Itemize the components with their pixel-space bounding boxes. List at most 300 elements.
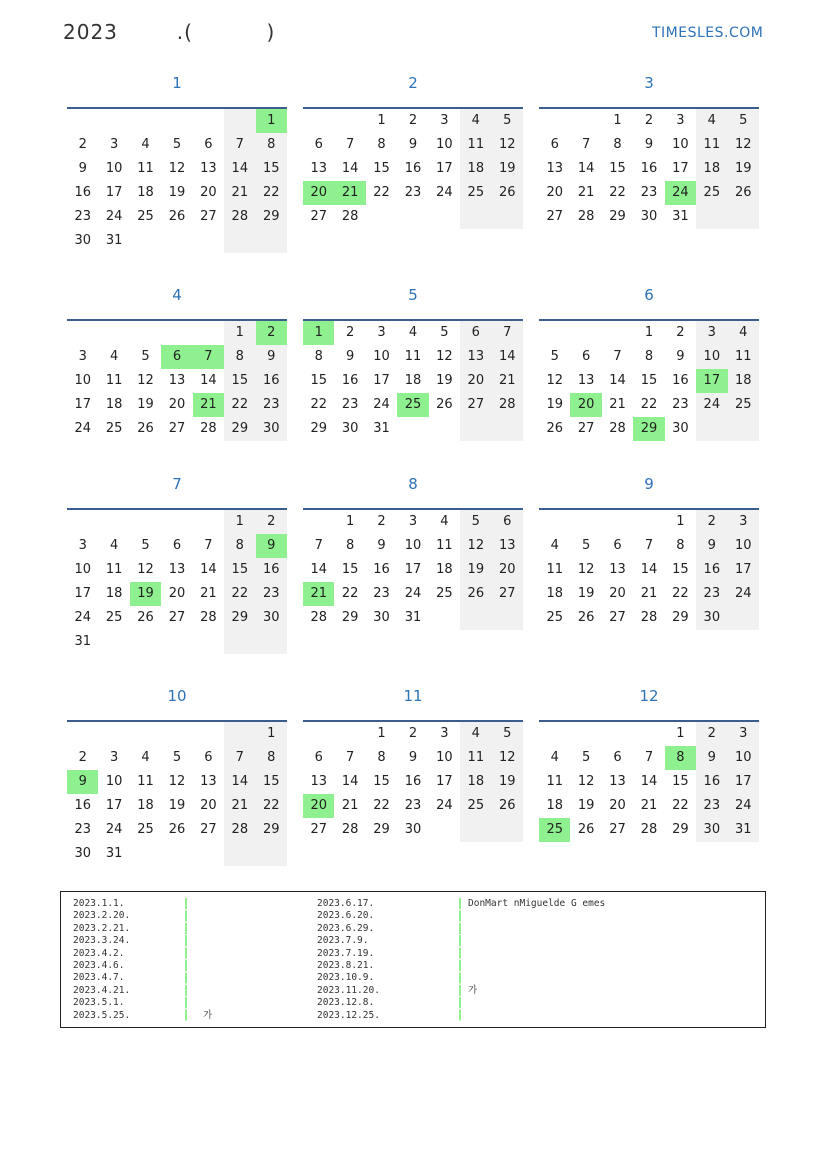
day-cell: 20 (168, 586, 186, 601)
holiday-row (468, 960, 605, 972)
day-cell: 30 (74, 846, 91, 861)
day-cell-holiday: 8 (665, 746, 696, 770)
day-cell: 30 (256, 417, 287, 441)
empty-cell (256, 842, 287, 866)
day-cell: 16 (74, 798, 91, 813)
month-name: 11 (403, 687, 423, 705)
holiday-row (203, 960, 212, 972)
empty-cell (161, 321, 192, 345)
day-cell: 28 (640, 610, 658, 625)
day-cell: 1 (644, 325, 654, 340)
day-cell: 28 (200, 421, 217, 436)
day-cell: 4 (550, 750, 559, 765)
day-cell: 2 (78, 750, 87, 765)
day-cell: 7 (224, 133, 255, 157)
day-cell-holiday: 25 (539, 818, 570, 842)
holiday-row (203, 997, 212, 1009)
day-cell: 21 (640, 798, 658, 813)
day-cell: 6 (204, 750, 213, 765)
day-cell: 26 (460, 582, 491, 606)
day-cell: 5 (141, 538, 150, 553)
day-cell: 12 (137, 562, 154, 577)
day-cell: 9 (696, 746, 727, 770)
month-name: 8 (408, 475, 418, 493)
empty-cell (602, 321, 633, 345)
day-cell: 12 (137, 373, 154, 388)
empty-cell (303, 109, 334, 133)
day-cell: 30 (696, 606, 727, 630)
day-cell: 18 (546, 586, 563, 601)
day-cell: 16 (404, 161, 422, 176)
day-cell: 16 (341, 373, 359, 388)
holiday-row: 2023.6.29. (317, 922, 375, 934)
day-cell: 3 (440, 113, 449, 128)
day-cell: 28 (609, 421, 626, 436)
empty-cell (539, 321, 570, 345)
day-cell: 28 (200, 610, 217, 625)
day-cell: 6 (492, 510, 523, 534)
holiday-row: 2023.2.21. (73, 922, 131, 934)
day-cell: 8 (256, 133, 287, 157)
holiday-row: 2023.2.20. (73, 910, 131, 922)
day-cell: 15 (373, 774, 390, 789)
day-cell: 18 (546, 798, 563, 813)
empty-cell (492, 606, 523, 630)
empty-cell (130, 510, 161, 534)
day-cell: 23 (404, 185, 422, 200)
day-cell: 29 (256, 818, 287, 842)
month-grid (67, 508, 287, 654)
holiday-row: 2023.11.20. (317, 984, 380, 996)
day-cell: 13 (460, 345, 491, 369)
day-cell: 7 (345, 137, 355, 152)
day-cell: 23 (74, 822, 91, 837)
day-cell: 29 (373, 822, 390, 837)
day-cell: 2 (345, 325, 355, 340)
holiday-row (203, 898, 212, 910)
day-cell: 26 (436, 397, 453, 412)
day-cell: 22 (373, 185, 390, 200)
day-cell: 6 (550, 137, 559, 152)
day-cell: 12 (460, 534, 491, 558)
day-cell: 7 (204, 538, 213, 553)
day-cell: 11 (728, 345, 759, 369)
day-cell: 27 (460, 393, 491, 417)
empty-cell (98, 321, 129, 345)
empty-cell (460, 417, 491, 441)
day-cell: 9 (676, 349, 685, 364)
day-cell: 15 (224, 558, 255, 582)
day-cell: 2 (696, 510, 727, 534)
day-cell: 3 (728, 510, 759, 534)
day-cell: 14 (577, 161, 595, 176)
day-cell: 2 (408, 113, 418, 128)
month-grid (539, 319, 759, 441)
holiday-row: 2023.7.19. (317, 947, 375, 959)
empty-cell (224, 722, 255, 746)
day-cell: 10 (436, 750, 453, 765)
month-grid (67, 319, 287, 441)
day-cell: 14 (609, 373, 626, 388)
empty-cell (98, 630, 129, 654)
holiday-dates-right (317, 898, 380, 1022)
day-cell: 12 (577, 774, 595, 789)
day-cell: 26 (492, 181, 523, 205)
day-cell: 17 (105, 798, 123, 813)
day-cell: 29 (256, 205, 287, 229)
day-cell: 23 (672, 397, 689, 412)
day-cell: 21 (577, 185, 595, 200)
month-grid (303, 107, 523, 229)
day-cell: 20 (460, 369, 491, 393)
day-cell: 9 (345, 349, 355, 364)
day-cell: 13 (310, 161, 327, 176)
empty-cell (570, 510, 601, 534)
day-cell: 14 (640, 562, 658, 577)
empty-cell (193, 722, 224, 746)
holiday-row: 2023.4.2. (73, 947, 125, 959)
day-cell: 9 (377, 538, 386, 553)
month-grid (67, 720, 287, 866)
day-cell: 7 (581, 137, 591, 152)
day-cell: 13 (200, 774, 217, 789)
day-cell: 4 (460, 722, 491, 746)
day-cell: 15 (256, 770, 287, 794)
empty-cell (130, 229, 161, 253)
empty-cell (397, 417, 428, 441)
month-name: 7 (172, 475, 182, 493)
day-cell: 8 (256, 746, 287, 770)
day-cell: 4 (109, 349, 119, 364)
empty-cell (224, 630, 255, 654)
day-cell: 4 (550, 538, 559, 553)
day-cell: 12 (168, 161, 186, 176)
day-cell: 15 (224, 369, 255, 393)
day-cell: 27 (200, 822, 217, 837)
day-cell-holiday: 1 (256, 109, 287, 133)
holiday-row: 2023.5.25. (73, 1009, 131, 1021)
empty-cell (303, 510, 334, 534)
day-cell-holiday: 20 (303, 181, 334, 205)
day-cell: 24 (74, 421, 91, 436)
day-cell: 9 (256, 345, 287, 369)
empty-cell (161, 722, 192, 746)
day-cell: 23 (341, 397, 359, 412)
month-grid (539, 720, 759, 842)
empty-cell (539, 109, 570, 133)
day-cell: 7 (492, 321, 523, 345)
site-link[interactable]: TIMESLES.COM (652, 25, 764, 41)
day-cell: 12 (168, 774, 186, 789)
day-cell: 13 (577, 373, 595, 388)
day-cell: 27 (200, 209, 217, 224)
holiday-row: 2023.3.24. (73, 935, 131, 947)
day-cell-holiday: 21 (303, 582, 334, 606)
holiday-row (203, 910, 212, 922)
day-cell: 22 (341, 586, 359, 601)
holiday-row (468, 972, 605, 984)
empty-cell (256, 630, 287, 654)
day-cell: 3 (696, 321, 727, 345)
day-cell: 18 (696, 157, 727, 181)
day-cell: 6 (581, 349, 591, 364)
day-cell: 3 (377, 325, 386, 340)
day-cell: 27 (609, 822, 626, 837)
holiday-row (468, 910, 605, 922)
day-cell: 9 (78, 161, 87, 176)
day-cell: 18 (105, 397, 123, 412)
day-cell: 15 (672, 774, 689, 789)
day-cell: 11 (460, 133, 491, 157)
day-cell: 19 (137, 397, 154, 412)
empty-cell (570, 321, 601, 345)
empty-cell (67, 510, 98, 534)
day-cell: 30 (373, 610, 390, 625)
empty-cell (161, 842, 192, 866)
day-cell: 13 (609, 774, 626, 789)
day-cell: 13 (168, 562, 186, 577)
day-cell: 31 (74, 634, 91, 649)
day-cell: 20 (609, 798, 626, 813)
day-cell: 13 (609, 562, 626, 577)
holiday-row: 2023.4.6. (73, 959, 125, 971)
day-cell: 10 (696, 345, 727, 369)
day-cell: 1 (676, 514, 685, 529)
month-name: 12 (639, 687, 659, 705)
holiday-row: 2023.1.1. (73, 898, 125, 909)
day-cell: 23 (696, 582, 727, 606)
day-cell: 16 (404, 774, 422, 789)
day-cell: 16 (696, 558, 727, 582)
empty-cell (193, 630, 224, 654)
holiday-row (468, 948, 605, 960)
day-cell: 3 (440, 726, 449, 741)
day-cell: 27 (609, 610, 626, 625)
day-cell: 10 (672, 137, 689, 152)
day-cell: 13 (492, 534, 523, 558)
empty-cell (633, 510, 664, 534)
empty-cell (98, 510, 129, 534)
day-cell: 16 (696, 770, 727, 794)
day-cell: 17 (105, 185, 123, 200)
day-cell: 8 (676, 538, 685, 553)
empty-cell (539, 722, 570, 746)
holiday-divider-right (459, 898, 461, 1022)
day-cell: 20 (609, 586, 626, 601)
day-cell: 19 (436, 373, 453, 388)
empty-cell (161, 630, 192, 654)
day-cell: 4 (109, 538, 119, 553)
day-cell: 15 (373, 161, 390, 176)
holiday-row: 2023.6.17. (317, 898, 375, 909)
day-cell: 31 (672, 209, 689, 224)
day-cell: 17 (672, 161, 689, 176)
empty-cell (696, 205, 727, 229)
day-cell: 3 (676, 113, 685, 128)
day-cell: 1 (613, 113, 622, 128)
holiday-row (468, 923, 605, 935)
day-cell: 20 (168, 397, 186, 412)
day-cell: 25 (137, 209, 154, 224)
day-cell: 20 (200, 798, 217, 813)
day-cell: 29 (341, 610, 359, 625)
day-cell: 8 (224, 534, 255, 558)
month-grid (303, 508, 523, 630)
day-cell-holiday: 9 (256, 534, 287, 558)
day-cell: 10 (728, 746, 759, 770)
day-cell: 25 (137, 822, 154, 837)
holiday-row: 2023.8.21. (317, 959, 375, 971)
empty-cell (193, 229, 224, 253)
empty-cell (130, 842, 161, 866)
empty-cell (429, 606, 460, 630)
day-cell: 27 (168, 610, 186, 625)
empty-cell (98, 722, 129, 746)
holiday-row: 가 (468, 984, 478, 996)
empty-cell (492, 818, 523, 842)
day-cell: 16 (373, 562, 390, 577)
day-cell: 8 (345, 538, 355, 553)
empty-cell (130, 321, 161, 345)
day-cell: 6 (460, 321, 491, 345)
day-cell: 19 (492, 770, 523, 794)
day-cell: 22 (224, 393, 255, 417)
day-cell: 29 (672, 822, 689, 837)
day-cell: 5 (172, 750, 182, 765)
day-cell: 11 (436, 538, 453, 553)
day-cell: 14 (224, 157, 255, 181)
month-name: 3 (644, 74, 654, 92)
holiday-row (203, 935, 212, 947)
day-cell: 8 (314, 349, 323, 364)
empty-cell (161, 229, 192, 253)
day-cell: 22 (373, 798, 390, 813)
day-cell: 19 (728, 157, 759, 181)
day-cell: 28 (341, 209, 359, 224)
holiday-row: 2023.5.1. (73, 997, 125, 1009)
day-cell: 16 (256, 369, 287, 393)
month-grid (303, 319, 523, 441)
day-cell-holiday: 1 (303, 321, 334, 345)
day-cell: 15 (609, 161, 626, 176)
day-cell-holiday: 20 (570, 393, 601, 417)
day-cell-holiday: 29 (633, 417, 664, 441)
day-cell: 14 (200, 373, 217, 388)
empty-cell (492, 205, 523, 229)
day-cell: 22 (256, 794, 287, 818)
day-cell: 6 (613, 538, 622, 553)
empty-cell (570, 109, 601, 133)
day-cell: 28 (224, 205, 255, 229)
day-cell: 30 (640, 209, 658, 224)
day-cell: 26 (137, 610, 154, 625)
day-cell: 11 (404, 349, 422, 364)
day-cell: 21 (224, 181, 255, 205)
day-cell: 25 (728, 393, 759, 417)
day-cell: 29 (609, 209, 626, 224)
day-cell: 18 (728, 369, 759, 393)
day-cell: 24 (105, 822, 123, 837)
empty-cell (161, 510, 192, 534)
day-cell: 11 (137, 774, 154, 789)
day-cell: 17 (728, 558, 759, 582)
day-cell: 21 (341, 798, 359, 813)
day-cell: 25 (460, 181, 491, 205)
empty-cell (492, 417, 523, 441)
empty-cell (67, 109, 98, 133)
day-cell: 5 (172, 137, 182, 152)
day-cell: 28 (224, 818, 255, 842)
empty-cell (130, 630, 161, 654)
holiday-names-left (203, 898, 212, 1022)
day-cell: 23 (696, 794, 727, 818)
day-cell: 1 (224, 321, 255, 345)
day-cell: 23 (373, 586, 390, 601)
holiday-row: 2023.4.7. (73, 972, 125, 984)
day-cell: 25 (696, 181, 727, 205)
day-cell: 5 (141, 349, 150, 364)
day-cell: 8 (377, 750, 386, 765)
day-cell: 9 (408, 750, 418, 765)
day-cell: 2 (256, 510, 287, 534)
empty-cell (193, 842, 224, 866)
holiday-row (203, 985, 212, 997)
day-cell: 1 (377, 113, 386, 128)
day-cell-holiday: 17 (696, 369, 727, 393)
day-cell: 4 (696, 109, 727, 133)
day-cell: 11 (546, 562, 563, 577)
day-cell: 30 (341, 421, 359, 436)
day-cell: 3 (109, 750, 119, 765)
empty-cell (460, 606, 491, 630)
empty-cell (193, 510, 224, 534)
empty-cell (224, 842, 255, 866)
empty-cell (696, 417, 727, 441)
day-cell: 24 (728, 582, 759, 606)
day-cell: 17 (404, 562, 422, 577)
day-cell: 11 (105, 373, 123, 388)
day-cell: 1 (676, 726, 685, 741)
day-cell: 21 (609, 397, 626, 412)
day-cell: 15 (672, 562, 689, 577)
day-cell: 3 (728, 722, 759, 746)
day-cell-holiday: 6 (161, 345, 192, 369)
holiday-row (468, 997, 605, 1009)
day-cell: 18 (404, 373, 422, 388)
empty-cell (366, 205, 397, 229)
day-cell: 19 (460, 558, 491, 582)
day-cell: 6 (314, 137, 323, 152)
holiday-dates-left (73, 898, 130, 1022)
day-cell: 2 (78, 137, 87, 152)
month-name: 6 (644, 286, 654, 304)
day-cell: 14 (492, 345, 523, 369)
day-cell: 10 (74, 373, 91, 388)
day-cell: 10 (74, 562, 91, 577)
day-cell: 14 (640, 774, 658, 789)
day-cell: 25 (105, 421, 123, 436)
day-cell: 24 (373, 397, 390, 412)
day-cell: 8 (377, 137, 386, 152)
day-cell: 20 (546, 185, 563, 200)
empty-cell (67, 722, 98, 746)
day-cell: 3 (109, 137, 119, 152)
day-cell: 22 (672, 798, 689, 813)
day-cell: 17 (436, 774, 453, 789)
day-cell: 6 (613, 750, 622, 765)
day-cell: 31 (404, 610, 422, 625)
day-cell: 31 (728, 818, 759, 842)
